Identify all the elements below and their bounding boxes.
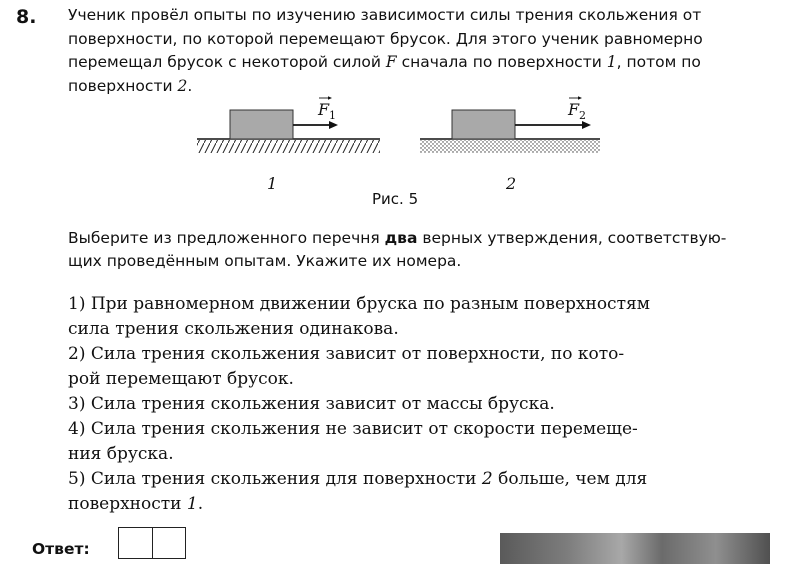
figure-drawing (180, 95, 620, 175)
intro-line-3-text-b: сначала по поверхности (401, 53, 602, 71)
intro-line-3-text-c: , потом по (616, 53, 701, 71)
surface-2-label: 2 (506, 174, 517, 193)
option-5-text-a: 5) Сила трения скольжения для поверхности (68, 469, 477, 489)
instruction-bold-two: два (384, 229, 418, 247)
answer-options (68, 292, 768, 517)
surface-1-label: 1 (267, 174, 278, 193)
instruction-line-1 (68, 227, 768, 250)
figure-caption: Рис. 5 (372, 190, 419, 208)
force-2-label (567, 96, 586, 122)
answer-cell-1[interactable] (119, 528, 152, 558)
option-1-line-2: сила трения скольжения одинакова. (68, 319, 399, 339)
question-number: 8. (16, 6, 37, 28)
intro-line-2: поверхности, по которой перемещают брусок. Для этого ученик равномерно (68, 29, 703, 48)
photo-fragment (500, 533, 770, 564)
force-2-subscript: 2 (579, 109, 586, 122)
option-5-text-b: больше, чем для (498, 469, 648, 489)
surface-2-texture (420, 140, 600, 153)
intro-line-3-text-a: перемещал брусок с некоторой силой (68, 53, 381, 71)
experiment-1 (197, 110, 380, 153)
option-2-line-2: рой перемещают брусок. (68, 369, 294, 389)
surface-number-1: 1 (606, 53, 617, 71)
block-1 (230, 110, 293, 139)
surface-number-2: 2 (177, 76, 188, 95)
intro-line-4-end: . (187, 76, 193, 95)
force-1-label (317, 96, 336, 122)
answer-cell-2[interactable] (152, 528, 186, 558)
answer-box[interactable] (118, 527, 186, 559)
option-5-line-2 (68, 492, 768, 517)
force-1-subscript: 1 (329, 109, 336, 122)
option-5-surface-2: 2 (481, 469, 493, 489)
option-5-surface-1: 1 (186, 494, 198, 514)
intro-line-3 (68, 51, 768, 75)
option-5-line-1 (68, 467, 768, 492)
question-intro (68, 4, 768, 98)
instruction-text-a: Выберите из предложенного перечня (68, 229, 380, 247)
option-1-line-1: 1) При равномерном движении бруска по разным поверхностям (68, 294, 650, 314)
block-2 (452, 110, 515, 139)
instruction-line-2: щих проведённым опытам. Укажите их номера. (68, 252, 462, 270)
answer-label: Ответ: (32, 540, 90, 558)
option-2-line-1: 2) Сила трения скольжения зависит от поверхности, по кото- (68, 344, 625, 364)
option-5-end: . (197, 494, 204, 514)
instruction (68, 227, 768, 273)
option-4-line-1: 4) Сила трения скольжения не зависит от скорости перемеще- (68, 419, 638, 439)
force-1-symbol: F (318, 100, 330, 119)
figure-experiments (180, 95, 620, 205)
option-5-text-c: поверхности (68, 494, 182, 514)
force-2-arrowhead (582, 121, 591, 129)
surface-1-hatch (197, 140, 380, 153)
force-1-arrowhead (329, 121, 338, 129)
option-4-line-2: ния бруска. (68, 444, 174, 464)
force-2-symbol: F (568, 100, 580, 119)
option-3: 3) Сила трения скольжения зависит от массы бруска. (68, 394, 555, 414)
instruction-text-b: верных утверждения, соответствую- (422, 229, 727, 247)
intro-line-1: Ученик провёл опыты по изучению зависимости силы трения скольжения от (68, 6, 702, 24)
force-symbol: F (385, 53, 397, 71)
intro-line-4-text: поверхности (68, 76, 173, 95)
